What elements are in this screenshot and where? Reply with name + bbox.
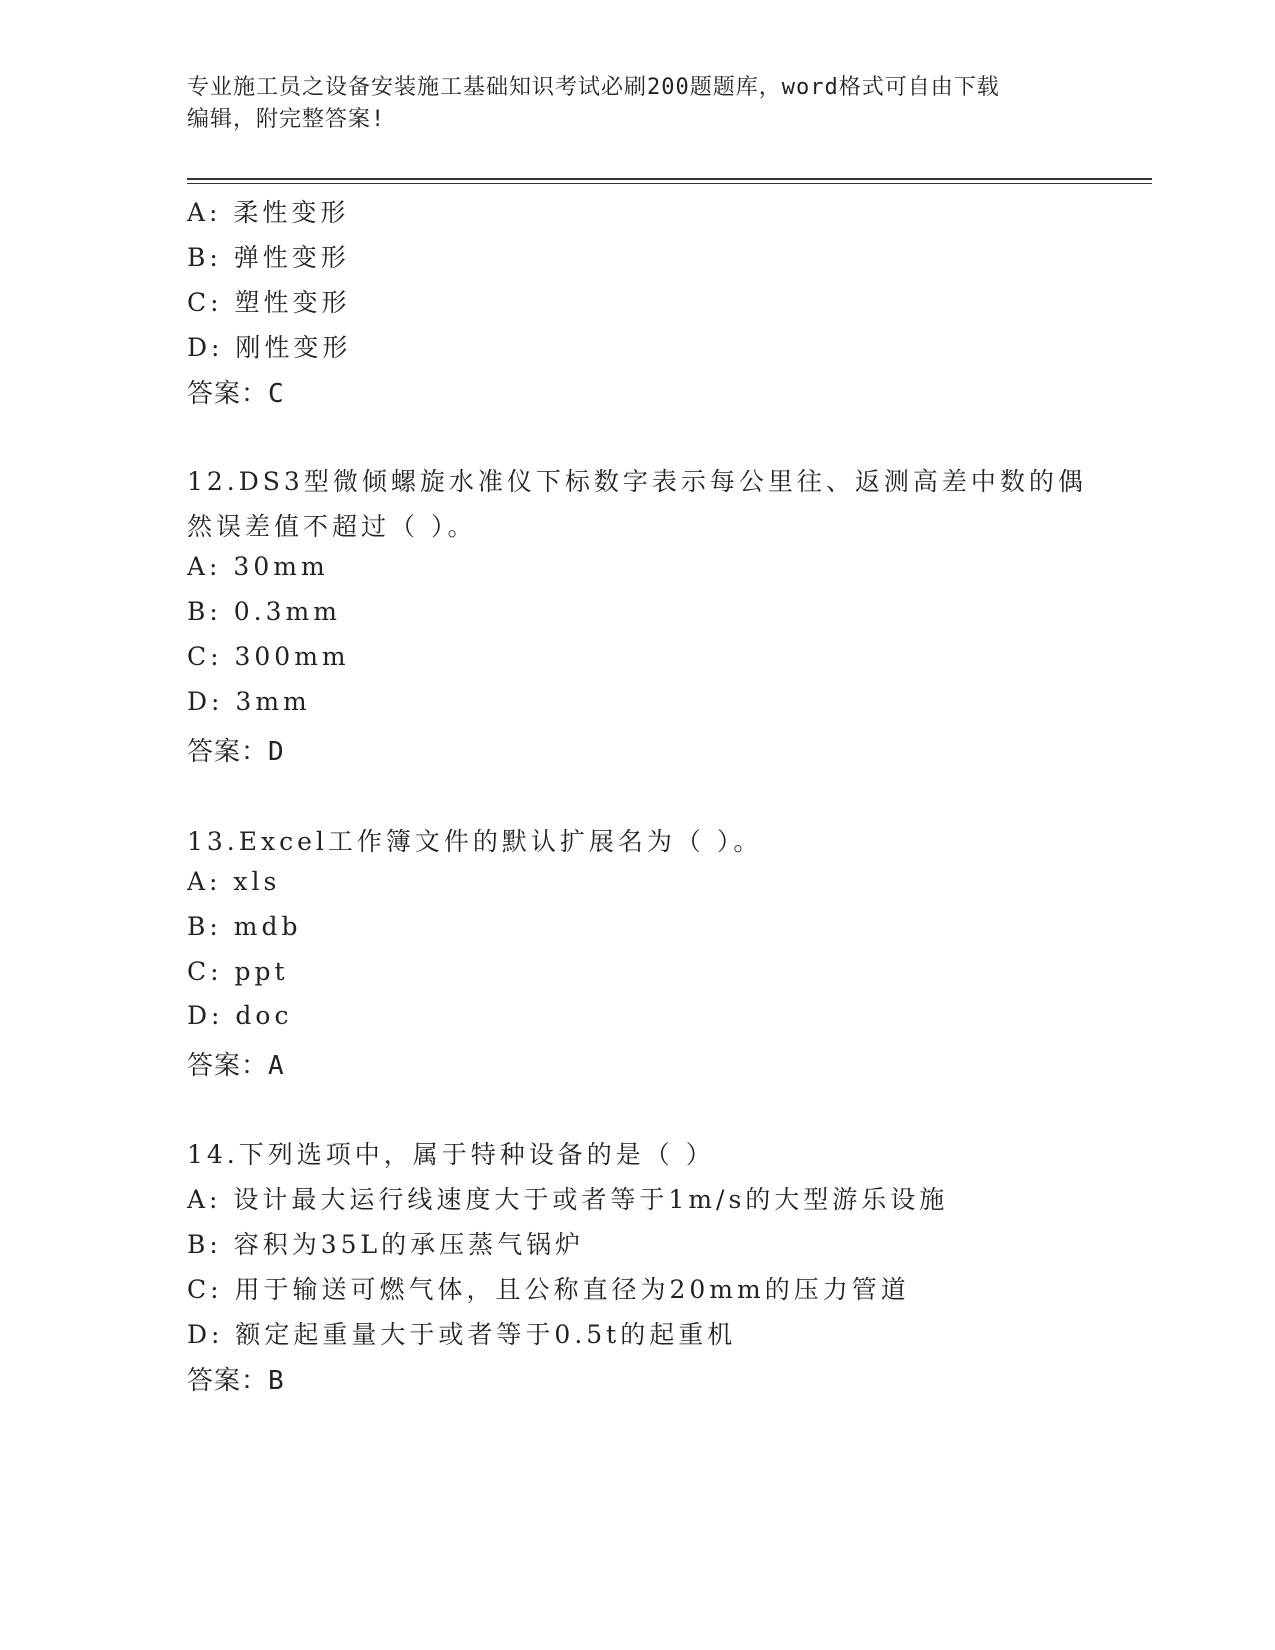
q11-answer: 答案：C: [187, 379, 285, 409]
document-header: [187, 72, 1087, 136]
q14-option-b: B: 容积为35L的承压蒸气锅炉: [187, 1230, 585, 1259]
q12-answer: 答案：D: [187, 737, 285, 767]
header-line-2: 编辑，附完整答案!: [187, 107, 386, 132]
header-divider-thick: [187, 178, 1152, 180]
q12-option-a: A: 30mm: [187, 552, 329, 581]
q11-option-c: C: 塑性变形: [187, 288, 351, 317]
q14-option-c: C: 用于输送可燃气体，且公称直径为20mm的压力管道: [187, 1275, 910, 1304]
q14-option-a: A: 设计最大运行线速度大于或者等于1m/s的大型游乐设施: [187, 1185, 949, 1214]
q12-option-d: D: 3mm: [187, 687, 311, 716]
q11-option-b: B: 弹性变形: [187, 243, 350, 272]
q13-option-a: A: xls: [187, 867, 281, 896]
q13-stem-line-1: 13.Excel工作簿文件的默认扩展名为（ ）。: [187, 827, 763, 856]
q14-answer: 答案：B: [187, 1366, 285, 1396]
q13-option-b: B: mdb: [187, 912, 302, 941]
q13-option-c: C: ppt: [187, 957, 289, 986]
q12-stem-line-1: 12.DS3型微倾螺旋水准仪下标数字表示每公里往、返测高差中数的偶: [187, 467, 1087, 496]
q12-option-c: C: 300mm: [187, 642, 350, 671]
q13-option-d: D: doc: [187, 1001, 293, 1030]
q14-option-d: D: 额定起重量大于或者等于0.5t的起重机: [187, 1320, 737, 1349]
q14-stem-line-1: 14.下列选项中，属于特种设备的是（ ）: [187, 1140, 715, 1169]
q13-answer: 答案：A: [187, 1051, 285, 1081]
q11-option-d: D: 刚性变形: [187, 333, 352, 362]
header-line-1: 专业施工员之设备安装施工基础知识考试必刷200题题库，word格式可自由下载: [187, 75, 1000, 100]
q11-option-a: A: 柔性变形: [187, 198, 350, 227]
q12-stem-line-2: 然误差值不超过（ ）。: [187, 512, 477, 541]
q12-option-b: B: 0.3mm: [187, 597, 341, 626]
header-divider-thin: [187, 183, 1152, 184]
